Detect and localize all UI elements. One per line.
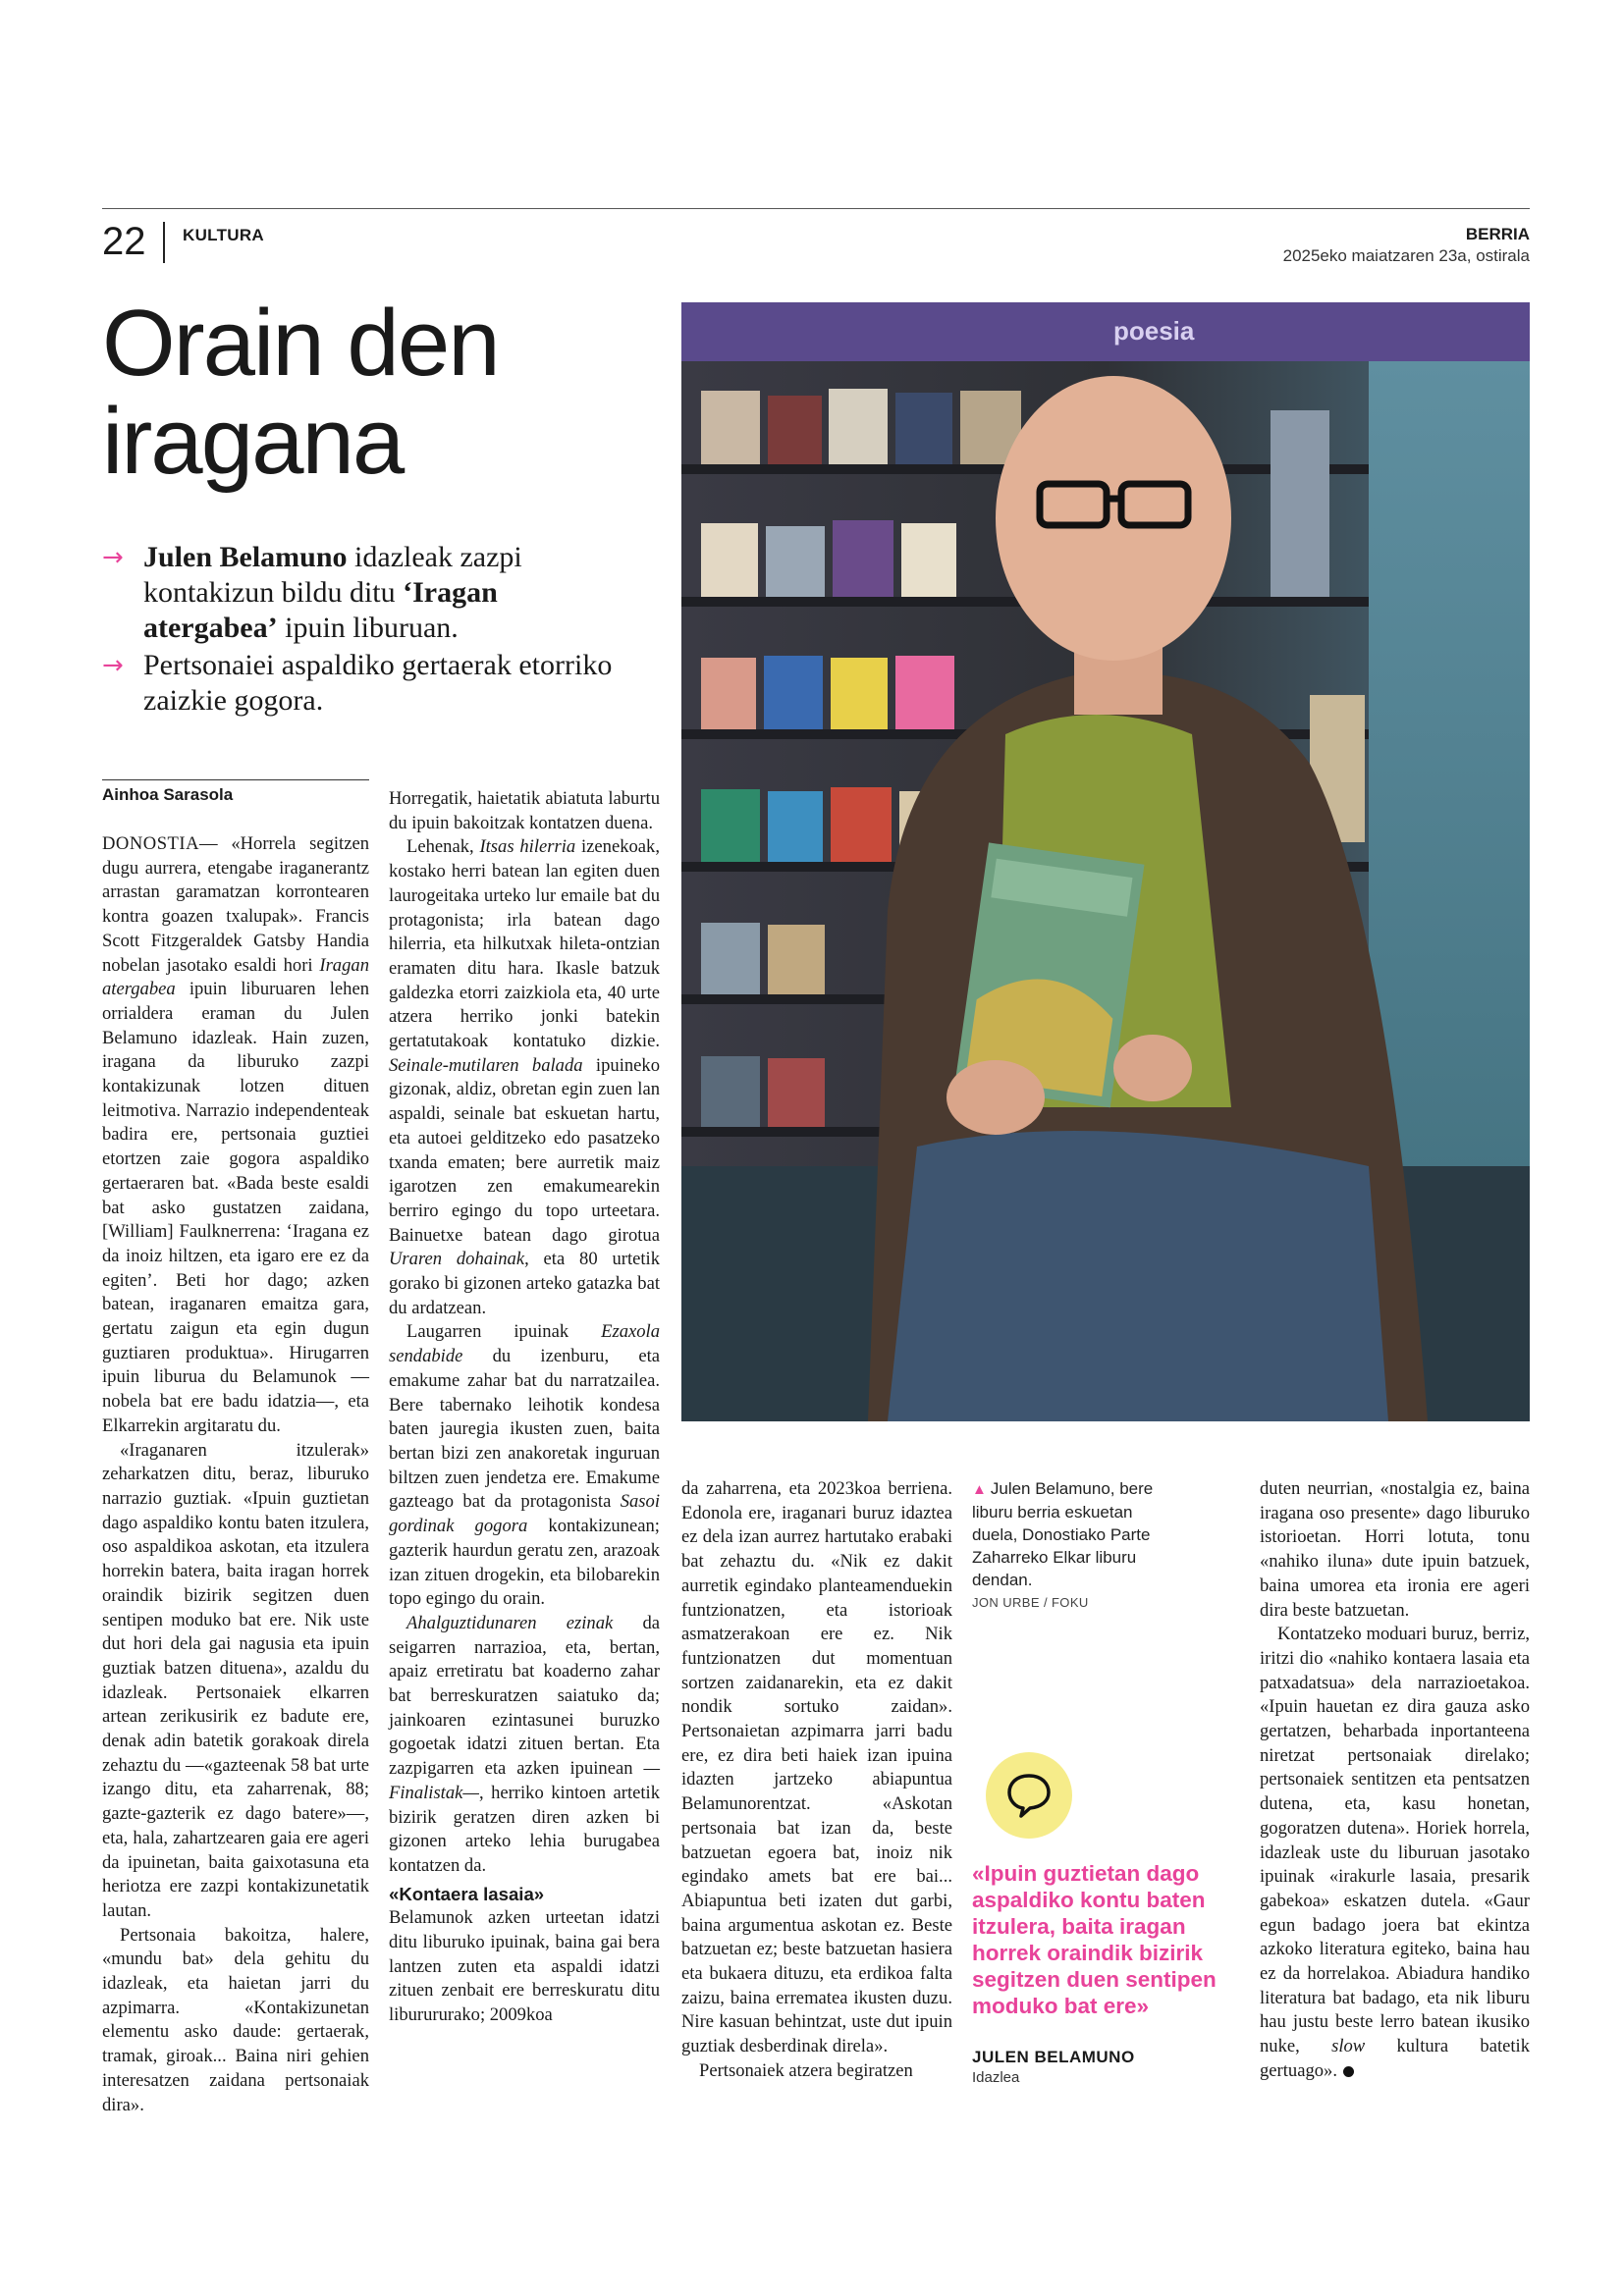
text-run: Kontatzeko moduari buruz, berriz, iritzi dio «nahiko kontaera lasaia eta patxadatsua» dela narrazioetakoa. «Ipuin hauetan ez dira gauza asko gertatzen, beharbada inportanteena niretzat pertsonaiak direlako; pertsonaiek sentitzen eta pentsatzen dutena, eta, kasu honetan, gogoratzen dutena». Horiek horrela, idazleak uste du liburuan jasotako ipuinak «irakurle lasaia, presarik gabekoa» eskatzen dutela. «Gaur egun badago joera bat ekintza azkoko literatura egiteko, baina hau ez da horrelakoa. Abiadura handiko literatura bat badago, eta nik liburu hau justu beste lerro batean ikusiko nuke,	[1260, 1624, 1530, 2057]
paragraph: duten neurrian, «nostalgia ez, baina iragana oso presente» dago liburuko istorioetan. Horri lotuta, tonu «nahiko iluna» dute ipuin batzuek, baina umorea eta ironia ere ageri dira beste batzuetan.	[1260, 1478, 1530, 1621]
paragraph	[389, 1612, 660, 1879]
paragraph: da zaharrena, eta 2023koa berriena. Edonola ere, iraganari buruz idaztea ez dela izan aurrez hartutako erabaki bat zehaztu du. «Nik ez dakit aurretik egindako planteamenduekin funtzionatzen, eta istorioak asmatzerakoan ere ez. Nik funtzionatzen dut momentuan sortzen zaidanarekin, eta ez dakit nondik sortuko zaidan». Pertsonaietan azpimarra jarri badu ere, ez dira beti haiek izan ipuina idazten jartzeko abiapuntua Belamunorentzat. «Askotan pertsonaia bat izan da, beste batzuetan egoera bat, inoiz nik egindako amets bat ere bai... Abiapuntua beti izaten dut garbi, baina argumentua askotan ez. Beste batzuetan ez; beste batzuetan hasiera eta bukaera dituzu, eta erdikoa falta zaizu, baina errematea ikusten duzu. Nire kasuan behintzat, uste dut ipuin guztiak desberdinak direla».	[681, 1478, 952, 2057]
text-run: , herriko kintoen artetik bizirik geratzen diren azken bi gizonen arteko lehia burugabea kontatzen da.	[389, 1782, 660, 1876]
section-label: KULTURA	[183, 226, 264, 244]
text-run: kontakizunean; gazterik haurdun geratu zen, arazoak izan zituen drogekin, eta bilobarekin topo egingo du orain.	[389, 1516, 660, 1610]
subhead-1	[102, 540, 613, 646]
text-run: da seigarren narrazioa, eta, bertan, apaiz erretiratu bat koaderno zahar bat berreskuratzen saiatuko da; jainkoaren ezintasunei buruzko gogoetak idatzi zituen bertan. Eta zazpigarren eta azken ipuinean	[389, 1612, 661, 1780]
paragraph	[389, 1320, 660, 1611]
quote-bubble-icon	[986, 1752, 1072, 1839]
author-photo	[681, 302, 1530, 1421]
text-run: du izenburu, eta emakume zahar bat du narratzailea. Bere tabernako leihotik kondesa baten jauregia ikusten zuen, baita bertan bizi zen anakoretak inguruan biltzen zuen jendetza ere. Emakume gazteago bat da protagonista	[389, 1346, 660, 1513]
text-run: kultura batetik gertuago».	[1260, 2036, 1530, 2081]
text-run: Laugarren ipuinak	[406, 1321, 602, 1343]
poesia-sign: poesia	[1113, 316, 1195, 346]
arrow-up-icon: ▲	[972, 1481, 987, 1498]
story-title: Sasoi gordinak gogora	[389, 1491, 660, 1537]
dateline: DONOSTIA	[102, 833, 200, 854]
text-run: ipuineko gizonak, aldiz, obretan egin zuen lan aspaldi, seinale bat eskuetan hartu, eta autoei gelditzeko edo pasatzeko txanda ematen; bere aurretik maiz igarotzen zen emakumearekin berriro egingo du topo urteetara. Bainuetxe batean dago girotua	[389, 1054, 660, 1246]
subhead-2-text: Pertsonaiei aspaldiko gertaerak etorriko zaizkie gogora.	[143, 649, 613, 717]
paragraph: Pertsonaiek atzera begiratzen	[699, 2059, 913, 2081]
byline-rule	[102, 779, 369, 780]
paragraph	[389, 835, 660, 1320]
subhead-1-text: idazleak zazpi kontakizun bildu ditu	[143, 541, 522, 609]
publication-name: BERRIA	[1465, 225, 1530, 243]
book-title: Iragan atergabea	[102, 954, 369, 1000]
text-run: — «Horrela segitzen dugu aurrera, etengabe iraganerantz arrastan garamatzan korrontearen kontra goazen txalupak». Francis Scott Fitzgeraldek Gatsby Handia nobelan jasotako esaldi hori	[102, 833, 369, 976]
paragraph: «Iraganaren itzulerak» zeharkatzen ditu, beraz, liburuko narrazio guztiak. «Ipuin guztietan dago aspaldiko kontu baten itzulera, oso aspaldikoa askotan, eta itzulera horrekin batera, baita iragan horrek oraindik bizirik segitzen duen sentipen moduko bat ere. Nik uste dut hori dela gai nagusia eta ipuin guztiak batzen dituena», azaldu du idazleak. Pertsonaiek elkarren artean zerikusirik ez badute ere, denak adin batetik gorakoak direla zehaztu du —«gazteenak 58 bat urte izango ditu, eta zaharrenak, 88; gazte-gazterik ez dago batere»—, eta, hala, zahartzearen gaia ere ageri da ipuinetan, baita gaixotasuna eta heriotza ere zazpi kontakizunetatik lautan.	[102, 1439, 369, 1921]
article-column-3	[681, 1477, 952, 2084]
photo-caption	[972, 1477, 1168, 1591]
subhead-2	[102, 648, 613, 719]
headline: Orain den iragana	[102, 291, 499, 494]
story-title: —Finalistak—	[389, 1758, 660, 1803]
article-column-2	[389, 787, 660, 2028]
story-title: Seinale-mutilaren balada	[389, 1054, 583, 1076]
end-mark-icon	[1343, 2066, 1354, 2077]
quote-author: JULEN BELAMUNO	[972, 2048, 1135, 2066]
paragraph: Belamunok azken urteetan idatzi ditu liburuko ipuinak, baina gai bera lantzen zuten eta aspaldi idatzi zituen zenbait ere berreskuratu ditu liburururako; 2009koa	[389, 1907, 660, 2026]
paragraph: Pertsonaia bakoitza, halere, «mundu bat» dela gehitu du idazleak, eta haietan jarri du azpimarra. «Kontakizunetan elementu asko daude: gertaerak, tramak, giroak... Baina niri gehien interesatzen zaidana pertsonaiak dira».	[102, 1924, 369, 2115]
header-rule	[102, 208, 1530, 209]
text-run: Lehenak,	[406, 836, 480, 858]
paragraph	[1260, 1623, 1530, 2083]
subhead-1-book-title: ‘Iragan atergabea’	[143, 576, 498, 644]
publication-date: 2025eko maiatzaren 23a, ostirala	[1282, 246, 1530, 265]
story-title: Ezaxola sendabide	[389, 1321, 660, 1367]
photo-credit: JON URBE / FOKU	[972, 1595, 1089, 1610]
text-run: , eta 80 urtetik gorako bi gizonen arteko gatazka bat du ardatzean.	[389, 1249, 660, 1318]
arrow-right-icon: →	[102, 651, 124, 680]
caption-text: Julen Belamuno, bere liburu berria eskuetan duela, Donostiako Parte Zaharreko Elkar liburu dendan.	[972, 1479, 1154, 1589]
arrow-right-icon: →	[102, 543, 124, 572]
subhead-1-bold: Julen Belamuno	[143, 541, 348, 573]
byline: Ainhoa Sarasola	[102, 785, 234, 804]
quote-author-role: Idazlea	[972, 2069, 1020, 2086]
paragraph: Horregatik, haietatik abiatuta laburtu du ipuin bakoitzak kontatzen duena.	[389, 788, 660, 833]
story-title: Itsas hilerria	[479, 836, 576, 858]
header-separator	[163, 222, 165, 263]
text-run: izenekoak, kostako herri batean lan egiten duen laurogeitaka urteko lur emaile bat du protagonista; irla batean dago hilerria, eta hilkutxak hileta-ontzian eramaten ditu hara. Ikasle batzuk galdezka etorri zaizkiola eta, 40 urte atzera herriko jonki batekin gertatutakoak kontatuko dizkie.	[389, 836, 660, 1052]
page-number: 22	[102, 220, 146, 263]
article-column-1	[102, 832, 369, 2117]
italic-word: slow	[1331, 2036, 1366, 2057]
subhead-1-text-end: ipuin liburuan.	[277, 612, 459, 644]
text-run: ipuin liburuaren lehen orrialdera eraman du Julen Belamuno idazleak. Hain zuzen, iragana da liburuko zazpi kontakizunak lotzen dituen leitmotiva. Narrazio independenteak badira ere, pertsonaia guztiei etortzen zaie gogora aspaldiko gertaeraren bat. «Bada beste esaldi bat asko gustatzen zaidana, [William] Faulknerrena: ‘Iragana ez da inoiz hiltzen, eta igaro ere ez da egiten’. Beti hor dago; azken batean, iraganaren emaitza gara, gertatu zaigun eta egin dugun guztiaren produktua». Hirugarren ipuin liburua du Belamunok —nobela bat ere badu idatzia—, eta Elkarrekin argitaratu du.	[102, 979, 369, 1436]
story-title: Uraren dohainak	[389, 1249, 525, 1270]
paragraph	[102, 832, 369, 1439]
pull-quote: «Ipuin guztietan dago aspaldiko kontu baten itzulera, baita iragan horrek oraindik bizirik segitzen duen sentipen moduko bat ere»	[972, 1861, 1217, 2018]
article-column-4	[1260, 1477, 1530, 2084]
story-title: Ahalguztidunaren ezinak	[406, 1612, 614, 1633]
intertitle: «Kontaera lasaia»	[389, 1883, 545, 1904]
